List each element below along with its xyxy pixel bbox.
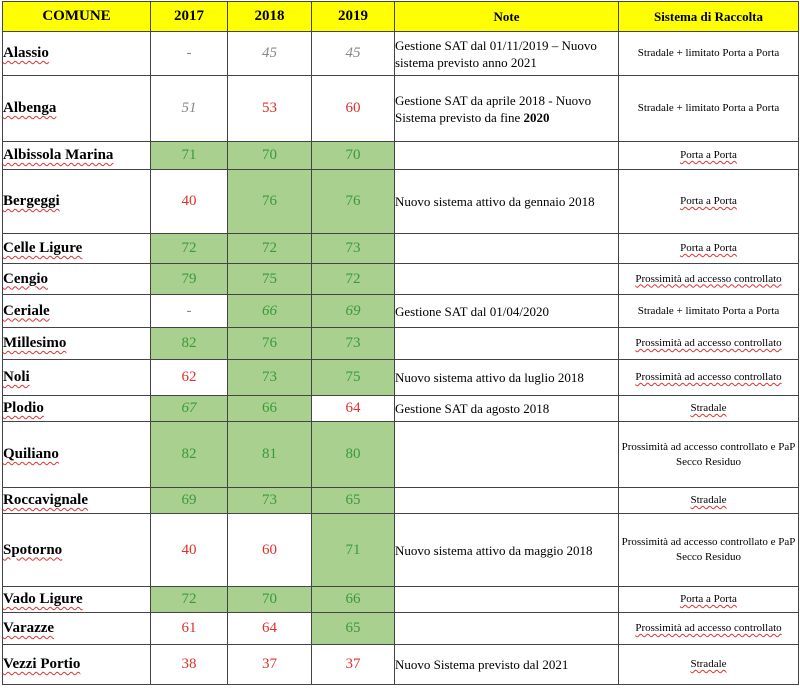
sistema-cell: Stradale + limitato Porta a Porta — [619, 76, 799, 142]
sistema-text: Prossimità ad accesso controllato — [635, 272, 782, 285]
comune-cell: Spotorno — [3, 514, 151, 587]
comune-cell: Cengio — [3, 264, 151, 295]
value-2017-cell: - — [151, 295, 228, 328]
comune-cell: Roccavignale — [3, 488, 151, 514]
value-2018-cell: 53 — [228, 76, 312, 142]
note-cell: Gestione SAT dal 01/04/2020 — [395, 295, 619, 328]
value-2017-cell: 61 — [151, 613, 228, 645]
value-2017-cell: 82 — [151, 328, 228, 360]
table-row — [3, 234, 799, 264]
sistema-cell — [619, 488, 799, 514]
header-note: Note — [395, 2, 619, 32]
value-2019-cell: 75 — [312, 360, 395, 396]
header-2018: 2018 — [228, 2, 312, 32]
comune-cell: Varazze — [3, 613, 151, 645]
sistema-cell: Prossimità ad accesso controllato e PaP Secco Residuo — [619, 514, 799, 587]
value-2018-cell: 70 — [228, 142, 312, 170]
value-2019-cell: 37 — [312, 645, 395, 685]
comune-cell: Ceriale — [3, 295, 151, 328]
sistema-cell — [619, 613, 799, 645]
sistema-cell — [619, 142, 799, 170]
value-2017-cell: 67 — [151, 396, 228, 422]
value-2017-cell: 62 — [151, 360, 228, 396]
table-row — [3, 613, 799, 645]
note-cell — [395, 613, 619, 645]
note-cell: Gestione SAT dal 01/11/2019 – Nuovo sistema previsto anno 2021 — [395, 32, 619, 76]
comune-cell: Vezzi Portio — [3, 645, 151, 685]
value-2019-cell: 65 — [312, 488, 395, 514]
value-2017-cell: 38 — [151, 645, 228, 685]
value-2018-cell: 66 — [228, 396, 312, 422]
value-2017-cell: 69 — [151, 488, 228, 514]
header-row — [3, 2, 799, 32]
value-2017-cell: 40 — [151, 514, 228, 587]
table-row — [3, 264, 799, 295]
table-row — [3, 587, 799, 613]
sistema-text: Stradale — [690, 494, 727, 506]
value-2018-cell: 81 — [228, 422, 312, 488]
note-bold-year: 2020 — [523, 109, 550, 125]
note-cell — [395, 264, 619, 295]
comune-cell: Quiliano — [3, 422, 151, 488]
note-text: Gestione SAT da aprile 2018 - Nuovo Sistema previsto da fine — [395, 92, 592, 125]
table-row — [3, 360, 799, 396]
value-2019-cell: 69 — [312, 295, 395, 328]
note-cell — [395, 328, 619, 360]
table-row — [3, 328, 799, 360]
value-2017-cell: 72 — [151, 234, 228, 264]
value-2019-cell: 64 — [312, 396, 395, 422]
table-row — [3, 142, 799, 170]
value-2018-cell: 64 — [228, 613, 312, 645]
header-2017: 2017 — [151, 2, 228, 32]
sistema-cell — [619, 396, 799, 422]
table-row — [3, 396, 799, 422]
value-2018-cell: 37 — [228, 645, 312, 685]
sistema-text: Porta a Porta — [680, 195, 737, 207]
value-2018-cell: 73 — [228, 360, 312, 396]
sistema-cell: Stradale + limitato Porta a Porta — [619, 32, 799, 76]
sistema-cell — [619, 170, 799, 234]
table-row — [3, 514, 799, 587]
sistema-cell — [619, 587, 799, 613]
value-2018-cell: 72 — [228, 234, 312, 264]
header-2019: 2019 — [312, 2, 395, 32]
table-row — [3, 295, 799, 328]
sistema-text: Porta a Porta — [680, 242, 737, 254]
value-2017-cell: 71 — [151, 142, 228, 170]
sistema-cell: Prossimità ad accesso controllato e PaP Secco Residuo — [619, 422, 799, 488]
sistema-text: Porta a Porta — [680, 149, 737, 161]
sistema-text: Porta a Porta — [680, 593, 737, 605]
value-2018-cell: 45 — [228, 32, 312, 76]
header-comune: COMUNE — [3, 2, 151, 32]
note-cell: Nuovo sistema attivo da luglio 2018 — [395, 360, 619, 396]
value-2017-cell: 72 — [151, 587, 228, 613]
note-cell — [395, 488, 619, 514]
table-row — [3, 645, 799, 685]
note-cell: Nuovo Sistema previsto dal 2021 — [395, 645, 619, 685]
value-2019-cell: 70 — [312, 142, 395, 170]
sistema-text: Prossimità ad accesso controllato — [635, 622, 782, 634]
comune-cell: Vado Ligure — [3, 587, 151, 613]
sistema-text: Prossimità ad accesso controllato — [635, 371, 782, 383]
value-2018-cell: 60 — [228, 514, 312, 587]
sistema-cell — [619, 645, 799, 685]
value-2017-cell: - — [151, 32, 228, 76]
comune-cell: Albenga — [3, 76, 151, 142]
header-sistema: Sistema di Raccolta — [619, 2, 799, 32]
sistema-text: Prossimità ad accesso controllato — [635, 337, 782, 349]
value-2017-cell: 79 — [151, 264, 228, 295]
value-2019-cell: 73 — [312, 328, 395, 360]
comune-cell: Alassio — [3, 32, 151, 76]
note-cell — [395, 587, 619, 613]
comune-cell: Millesimo — [3, 328, 151, 360]
value-2018-cell: 73 — [228, 488, 312, 514]
value-2018-cell: 76 — [228, 170, 312, 234]
comune-cell: Celle Ligure — [3, 234, 151, 264]
note-cell — [395, 234, 619, 264]
note-cell: Nuovo sistema attivo da maggio 2018 — [395, 514, 619, 587]
value-2018-cell: 70 — [228, 587, 312, 613]
value-2019-cell: 65 — [312, 613, 395, 645]
note-cell — [395, 76, 619, 142]
value-2017-cell: 51 — [151, 76, 228, 142]
table-row — [3, 32, 799, 76]
value-2019-cell: 71 — [312, 514, 395, 587]
table-row — [3, 488, 799, 514]
sistema-cell — [619, 360, 799, 396]
value-2019-cell: 66 — [312, 587, 395, 613]
comune-cell: Bergeggi — [3, 170, 151, 234]
comune-cell: Plodio — [3, 396, 151, 422]
sistema-text: Stradale — [690, 658, 727, 670]
table-row — [3, 170, 799, 234]
note-cell: Gestione SAT da agosto 2018 — [395, 396, 619, 422]
sistema-cell: Stradale + limitato Porta a Porta — [619, 295, 799, 328]
value-2018-cell: 66 — [228, 295, 312, 328]
table-row — [3, 76, 799, 142]
sistema-cell — [619, 234, 799, 264]
value-2019-cell: 80 — [312, 422, 395, 488]
value-2018-cell: 75 — [228, 264, 312, 295]
value-2017-cell: 40 — [151, 170, 228, 234]
note-cell: Nuovo sistema attivo da gennaio 2018 — [395, 170, 619, 234]
table-row — [3, 422, 799, 488]
sistema-cell — [619, 328, 799, 360]
note-cell — [395, 142, 619, 170]
value-2019-cell: 45 — [312, 32, 395, 76]
value-2019-cell: 73 — [312, 234, 395, 264]
waste-collection-table — [2, 1, 799, 685]
value-2018-cell: 76 — [228, 328, 312, 360]
sistema-cell — [619, 264, 799, 295]
value-2019-cell: 60 — [312, 76, 395, 142]
value-2019-cell: 72 — [312, 264, 395, 295]
comune-cell: Noli — [3, 360, 151, 396]
sistema-text: Stradale — [690, 402, 727, 414]
value-2017-cell: 82 — [151, 422, 228, 488]
comune-cell: Albissola Marina — [3, 142, 151, 170]
note-cell — [395, 422, 619, 488]
value-2019-cell: 76 — [312, 170, 395, 234]
